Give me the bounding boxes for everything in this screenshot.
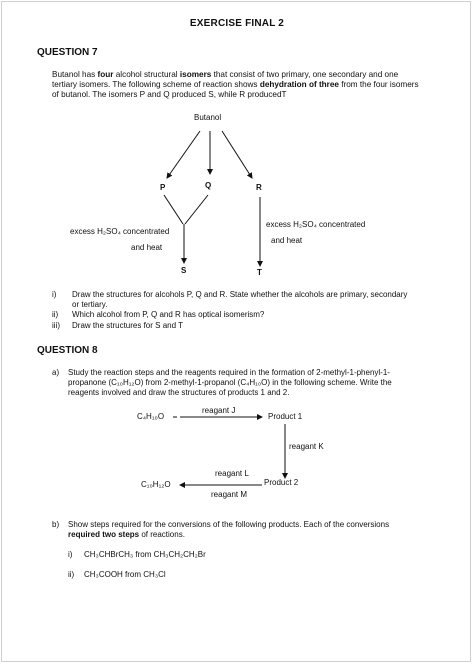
text-run: Show steps required for the conversions of the following products. Each of the conversions <box>68 520 390 529</box>
question-7-heading: QUESTION 7 <box>37 47 98 58</box>
q8-b-item-text: CH₃COOH from CH₃Cl <box>84 570 166 579</box>
scheme2-product-2: Product 2 <box>264 478 299 487</box>
q8-b-item-num: ii) <box>68 570 75 579</box>
text-run: Butanol has <box>52 70 98 79</box>
scheme2-start: C₄H₁₀O <box>137 412 165 421</box>
scheme-butanol-label: Butanol <box>194 113 222 122</box>
scheme-r-label: R <box>256 183 262 192</box>
text-run: that consist of two primary, one secondary and one tertiary isomers. The following scheme of reaction shows <box>52 70 399 89</box>
arrow-to-r <box>222 131 252 178</box>
q8-part-b-label: b) <box>52 520 60 529</box>
q7-item-text: Draw the structures for S and T <box>72 321 184 330</box>
scheme-p-label: P <box>160 183 166 192</box>
scheme-right-condition-2: and heat <box>271 236 303 245</box>
q8-part-a-text: Study the reaction steps and the reagents required in the formation of 2-methyl-1-phenyl-1-propanone (C₁₀H₁₂O) from 2-methyl-1-propanol (C₄H₁₀O) in the following scheme. Write the reagents involved and draw the structures of products 1 and 2. <box>68 368 392 397</box>
scheme2-product-1: Product 1 <box>268 412 303 421</box>
q8-part-b-text <box>68 520 413 540</box>
bold-text-run: dehydration of three <box>259 80 339 89</box>
text-run: alcohol structural <box>113 70 180 79</box>
q8-part-a-label: a) <box>52 368 60 377</box>
scheme2-reagent-l: reagant L <box>215 469 249 478</box>
q7-item-num: ii) <box>52 310 59 319</box>
bold-text-run: four <box>97 70 114 79</box>
scheme2-reagent-m: reagant M <box>211 490 248 499</box>
scheme-q-label: Q <box>205 181 212 190</box>
q8-b-item-text: CH₃CHBrCH₃ from CH₃CH₂CH₂Br <box>84 550 206 559</box>
scheme-right-condition-1: excess H₂SO₄ concentrated <box>266 220 366 229</box>
scheme-left-condition-1: excess H₂SO₄ concentrated <box>70 227 170 236</box>
q7-item-num: i) <box>52 290 57 299</box>
scheme2-reagent-k: reagant K <box>289 442 324 451</box>
merge-line-q <box>185 195 208 224</box>
scheme2-end: C₁₀H₁₂O <box>141 480 171 489</box>
scheme-s-label: S <box>181 266 187 275</box>
q8-b-item-num: i) <box>68 550 73 559</box>
bold-text-run: required two steps <box>68 530 140 539</box>
question-8-heading: QUESTION 8 <box>37 345 98 356</box>
bold-text-run: isomers <box>179 70 212 79</box>
q7-item-text: Which alcohol from P, Q and R has optical isomerism? <box>72 310 265 319</box>
page-title: EXERCISE FINAL 2 <box>189 18 285 29</box>
scheme-t-label: T <box>257 268 262 277</box>
scheme-left-condition-2: and heat <box>131 243 163 252</box>
arrow-to-p <box>167 131 200 178</box>
scheme2-reagent-j: reagant J <box>202 406 236 415</box>
q7-item-text: Draw the structures for alcohols P, Q and R. State whether the alcohols are primary, secondary or tertiary. <box>72 290 408 309</box>
text-run: from the four isomers of butanol. The isomers P and Q produced S, while R producedT <box>52 80 419 99</box>
merge-line-p <box>164 195 183 224</box>
q7-item-num: iii) <box>52 321 60 330</box>
text-run: of reactions. <box>139 530 185 539</box>
